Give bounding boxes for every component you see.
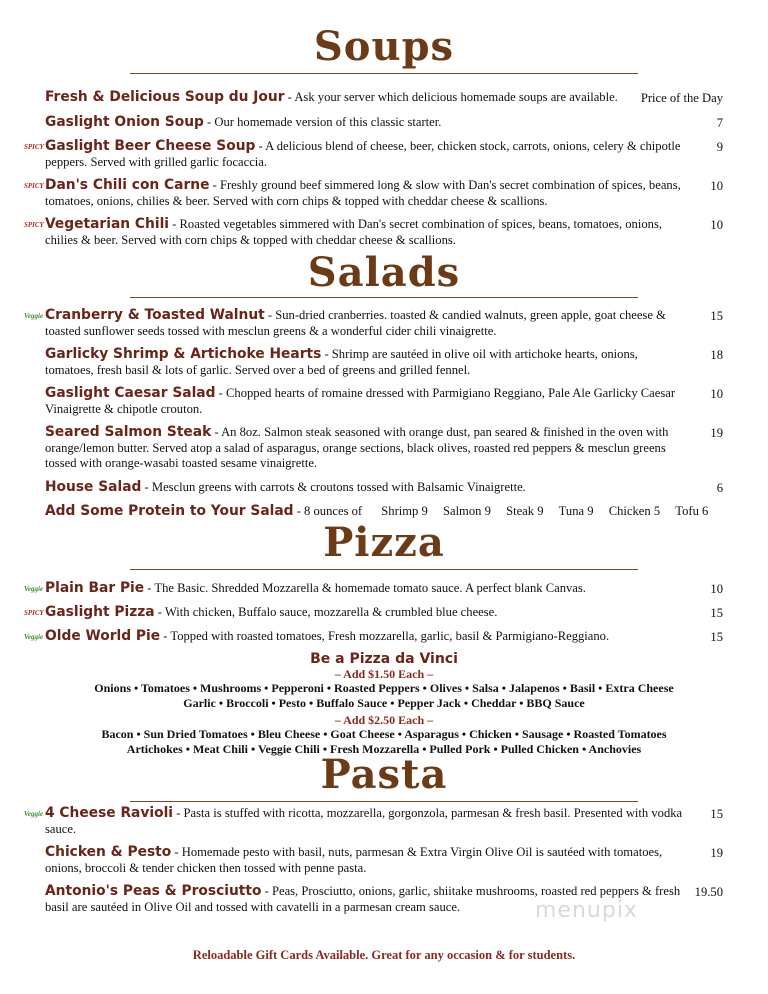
section-divider bbox=[130, 569, 638, 570]
item-price: 10 bbox=[710, 582, 723, 596]
section-title-salads: Salads bbox=[307, 249, 461, 296]
item-name: Garlicky Shrimp & Artichoke Hearts bbox=[45, 346, 322, 362]
spicy-tag: SPICY bbox=[24, 182, 44, 190]
item-description: - A delicious blend of cheese, beer, chicken stock, carrots, onions, celery & chipotle peppers. Served with grilled garlic focaccia. bbox=[45, 139, 681, 169]
item-name: Gaslight Beer Cheese Soup bbox=[45, 138, 256, 154]
menu-item bbox=[45, 386, 685, 417]
item-price: 19.50 bbox=[694, 885, 723, 899]
menu-item bbox=[45, 425, 685, 472]
veggie-tag: Veggie bbox=[24, 585, 44, 593]
toppings-line: Onions • Tomatoes • Mushrooms • Pepperoni • Roasted Peppers • Olives • Salsa • Jalapenos • Basil • Extra Cheese bbox=[94, 681, 674, 695]
item-price: 15 bbox=[710, 309, 723, 323]
menu-item bbox=[45, 581, 685, 597]
item-price: 6 bbox=[716, 481, 723, 495]
item-name: Add Some Protein to Your Salad bbox=[45, 503, 294, 519]
protein-option: Steak 9 bbox=[506, 504, 544, 518]
item-price: 18 bbox=[710, 348, 723, 362]
menu-item bbox=[45, 480, 685, 496]
item-description: - Chopped hearts of romaine dressed with Parmigiano Reggiano, Pale Ale Garlicky Caesar Vinaigrette & chipotle crouton. bbox=[45, 386, 676, 416]
menu-item bbox=[45, 115, 685, 131]
spicy-tag: SPICY bbox=[24, 143, 44, 151]
item-description: - 8 ounces of bbox=[293, 504, 363, 518]
item-price: 15 bbox=[710, 606, 723, 620]
da-vinci-title: Be a Pizza da Vinci bbox=[310, 651, 458, 667]
toppings-line: Artichokes • Meat Chili • Veggie Chili • Fresh Mozzarella • Pulled Pork • Pulled Chicken • Anchovies bbox=[126, 742, 642, 756]
protein-option: Salmon 9 bbox=[442, 504, 491, 518]
item-price: 10 bbox=[710, 387, 723, 401]
add-price-label: – Add $1.50 Each – bbox=[334, 667, 434, 681]
protein-addon-row bbox=[45, 504, 725, 520]
item-name: Chicken & Pesto bbox=[45, 844, 172, 860]
item-name: Antonio's Peas & Prosciutto bbox=[45, 883, 262, 899]
item-name: Gaslight Caesar Salad bbox=[45, 385, 216, 401]
section-title-soups: Soups bbox=[313, 23, 455, 70]
item-name: Fresh & Delicious Soup du Jour bbox=[45, 89, 285, 105]
item-price: 15 bbox=[710, 807, 723, 821]
item-price: 15 bbox=[710, 630, 723, 644]
section-divider bbox=[130, 73, 638, 74]
item-name: House Salad bbox=[45, 479, 142, 495]
toppings-line: Bacon • Sun Dried Tomatoes • Bleu Cheese • Goat Cheese • Asparagus • Chicken • Sausage • Roasted Tomatoes bbox=[101, 727, 667, 741]
menu-item bbox=[45, 308, 685, 339]
item-name: Gaslight Pizza bbox=[45, 604, 155, 620]
item-price: 7 bbox=[716, 116, 723, 130]
item-description: - Roasted vegetables simmered with Dan's secret combination of spices, beans, tomatoes, onions, chilies & beer. Served with corn chips & topped with cheddar cheese & scallions. bbox=[45, 217, 662, 247]
veggie-tag: Veggie bbox=[24, 312, 44, 320]
protein-option: Tofu 6 bbox=[675, 504, 709, 518]
item-name: Plain Bar Pie bbox=[45, 580, 145, 596]
spicy-tag: SPICY bbox=[24, 609, 44, 617]
gift-card-footer: Reloadable Gift Cards Available. Great for any occasion & for students. bbox=[192, 948, 576, 962]
protein-option: Tuna 9 bbox=[558, 504, 594, 518]
item-name: Seared Salmon Steak bbox=[45, 424, 212, 440]
protein-option: Chicken 5 bbox=[608, 504, 661, 518]
watermark-logo: menupix bbox=[535, 898, 638, 923]
item-price: 10 bbox=[710, 218, 723, 232]
item-description: - Our homemade version of this classic starter. bbox=[203, 115, 442, 129]
item-description: - Topped with roasted tomatoes, Fresh mozzarella, garlic, basil & Parmigiano-Reggiano. bbox=[160, 629, 610, 643]
section-title-pizza: Pizza bbox=[323, 519, 445, 566]
item-description: - Homemade pesto with basil, nuts, parmesan & Extra Virgin Olive Oil is sautéed with tomatoes, onions, broccoli & tender chicken then tossed with penne pasta. bbox=[45, 845, 663, 875]
item-name: Cranberry & Toasted Walnut bbox=[45, 307, 265, 323]
veggie-tag: Veggie bbox=[24, 810, 44, 818]
section-title-pasta: Pasta bbox=[320, 751, 448, 798]
menu-item bbox=[45, 139, 685, 170]
item-price: 19 bbox=[710, 426, 723, 440]
menu-item bbox=[45, 347, 685, 378]
spicy-tag: SPICY bbox=[24, 221, 44, 229]
menu-item bbox=[45, 178, 685, 209]
menu-item bbox=[45, 845, 685, 876]
item-price: 19 bbox=[710, 846, 723, 860]
item-name: Gaslight Onion Soup bbox=[45, 114, 204, 130]
item-price: 10 bbox=[710, 179, 723, 193]
menu-item bbox=[45, 629, 685, 645]
protein-option: Shrimp 9 bbox=[381, 504, 428, 518]
item-price: Price of the Day bbox=[640, 91, 723, 105]
toppings-line: Garlic • Broccoli • Pesto • Buffalo Sauce • Pepper Jack • Cheddar • BBQ Sauce bbox=[183, 696, 585, 710]
item-description: - Mesclun greens with carrots & croutons tossed with Balsamic Vinaigrette. bbox=[141, 480, 526, 494]
item-description: - Shrimp are sautéed in olive oil with artichoke hearts, onions, tomatoes, fresh basil & lots of garlic. Served over a bed of greens and grilled fennel. bbox=[45, 347, 638, 377]
item-name: Vegetarian Chili bbox=[45, 216, 170, 232]
menu-item bbox=[45, 90, 685, 106]
menu-item bbox=[45, 605, 685, 621]
item-name: Olde World Pie bbox=[45, 628, 161, 644]
menu-item bbox=[45, 217, 685, 248]
menu-item bbox=[45, 806, 685, 837]
item-description: - Peas, Prosciutto, onions, garlic, shiitake mushrooms, roasted red peppers & fresh basil are sautéed in Olive Oil and tossed with cavatelli in a parmesan cream sauce. bbox=[45, 884, 681, 914]
item-name: 4 Cheese Ravioli bbox=[45, 805, 174, 821]
pizza-da-vinci-block bbox=[0, 651, 768, 757]
item-description: - An 8oz. Salmon steak seasoned with orange dust, pan seared & finished in the oven with orange/lemon butter. Served atop a salad of asparagus, orange sections, black olives, roasted red peppers & mesclun greens tossed with orange-wasabi toasted sesame vinaigrette. bbox=[45, 425, 669, 470]
section-divider bbox=[130, 297, 638, 298]
section-divider bbox=[130, 801, 638, 802]
item-description: - Freshly ground beef simmered long & slow with Dan's secret combination of spices, beans, tomatoes, onions, chilies & beer. Served with corn chips & topped with cheddar cheese & scallions. bbox=[45, 178, 681, 208]
item-description: - Ask your server which delicious homemade soups are available. bbox=[284, 90, 618, 104]
veggie-tag: Veggie bbox=[24, 633, 44, 641]
item-description: - The Basic. Shredded Mozzarella & homemade tomato sauce. A perfect blank Canvas. bbox=[144, 581, 586, 595]
item-description: - With chicken, Buffalo sauce, mozzarella & crumbled blue cheese. bbox=[154, 605, 498, 619]
add-price-label: – Add $2.50 Each – bbox=[334, 713, 434, 727]
item-description: - Pasta is stuffed with ricotta, mozzarella, gorgonzola, parmesan & fresh basil. Presented with vodka sauce. bbox=[45, 806, 683, 836]
item-name: Dan's Chili con Carne bbox=[45, 177, 210, 193]
item-price: 9 bbox=[716, 140, 723, 154]
item-description: - Sun-dried cranberries. toasted & candied walnuts, green apple, goat cheese & toasted sunflower seeds tossed with mesclun greens & a wonderful cider chili vinaigrette. bbox=[45, 308, 666, 338]
